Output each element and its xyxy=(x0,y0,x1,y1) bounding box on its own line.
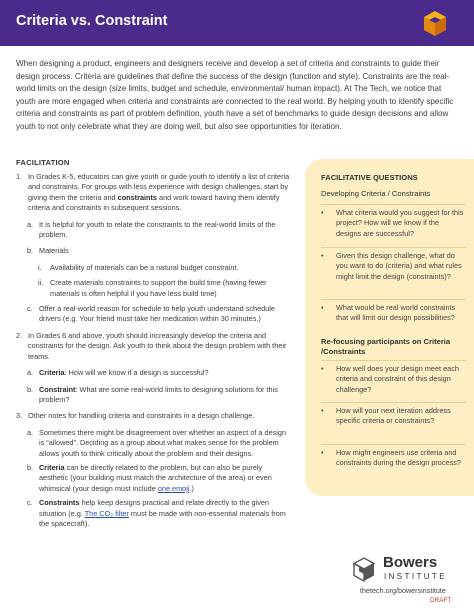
bullet-icon: • xyxy=(321,251,324,260)
facilitation-list xyxy=(16,172,293,529)
list-item: a. Sometimes there might be disagreement over whether an aspect of a design is “allowed”. Deciding as a group about what makes sense for the problem allows youth to think critically about the problem and their designs. xyxy=(27,427,287,458)
bullet-icon: • xyxy=(321,406,324,415)
divider xyxy=(321,402,466,403)
divider xyxy=(321,299,466,300)
one-emoji-link[interactable]: one emoji xyxy=(157,483,190,493)
panel-heading: FACILITATIVE QUESTIONS xyxy=(321,173,418,182)
intro-paragraph: When designing a product, engineers and designers receive and develop a set of criteria and constraints to guide their design process. Criteria are guidelines that define the success of the design (function and style). Constraints are the real-world limits on the design (size limits, budget and schedule, environmental/ human impact). At The Tech, we notice that youth are more engaged when criteria and constraints are connected to the real world. By helping youth to identify specific criteria and constraints as part of problem definition, youth have a set of benchmarks to guide design decisions and allow youth to not only celebrate what they are doing well, but also see opportunities for iteration. xyxy=(16,59,454,131)
list-item: b. Materials xyxy=(27,246,69,256)
list-marker: 1. xyxy=(16,172,23,181)
bullet-icon: • xyxy=(321,303,324,312)
question-item: • How might engineers use criteria and constraints during the design process? xyxy=(321,448,461,468)
question-item: • How will your next iteration address specific criteria or constraints? xyxy=(321,406,451,426)
co2-filter-link[interactable]: The CO₂ filter xyxy=(84,508,129,518)
question-item: • Given this design challenge, what do you want to do (criteria) and what rules might limit the design (constraints)? xyxy=(321,251,462,281)
list-item: c. Offer a real-world reason for schedule to help youth understand schedule drivers (e.g. Your friend must take her medication within 30 minutes.) xyxy=(27,304,275,324)
question-item: • What would be real world constraints that will limit our design possibilities? xyxy=(321,303,456,323)
divider xyxy=(321,204,466,205)
divider xyxy=(321,360,466,361)
draft-label: DRAFT xyxy=(430,597,452,604)
bowers-brand: Bowers xyxy=(383,554,438,571)
list-item: ii. Create materials constraints to support the build time (having fewer materials is often helpful if you have less build time) xyxy=(38,278,267,298)
bullet-icon: • xyxy=(321,448,324,457)
divider xyxy=(321,444,466,445)
list-item: c. Constraints help keep designs practical and relate directly to the given situation (e.g. The CO₂ filter must be made with non-essential materials from the spacecraft). xyxy=(27,498,286,528)
list-item: a. It is helpful for youth to relate the constraints to the real-world limits of the problem. xyxy=(27,219,276,240)
stacked-cube-logo-icon xyxy=(420,9,450,39)
bullet-icon: • xyxy=(321,364,324,373)
list-item: 1. In Grades K-5, educators can give youth or guide youth to identify a list of criteria and constraints. For groups with less experience with design challenges, start by giving them the criteria and constraints and work toward having them identify criteria and constraints in subsequent sessions. xyxy=(16,172,290,213)
institute-label: INSTITUTE xyxy=(384,572,447,581)
page-header xyxy=(0,0,474,46)
list-item: a. Criteria: How will we know if a design is successful? xyxy=(27,368,209,378)
list-item: i. Availability of materials can be a natural budget constraint. xyxy=(38,262,239,272)
question-item: • How well does your design meet each criteria and constraint of this design challenge? xyxy=(321,364,459,394)
panel-section-title: Re-focusing participants on Criteria /Constraints xyxy=(321,337,451,356)
list-item: b. Constraint: What are some real-world limits to designing solutions for this problem? xyxy=(27,384,278,404)
page-title: Criteria vs. Constraint xyxy=(16,13,168,29)
question-item: • What criteria would you suggest for this project? How will we know if the designs are successful? xyxy=(321,208,464,238)
bowers-cube-logo-icon xyxy=(350,556,378,584)
facilitative-questions-panel xyxy=(305,159,474,496)
list-item: 2. In Grades 6 and above, youth should increasingly develop the criteria and constraints for the design. Ask youth to think about the design problem with their teams. xyxy=(16,330,287,361)
list-item: 3. Other notes for handling criteria and constraints in a design challenge. xyxy=(16,411,255,421)
facilitation-heading: FACILITATION xyxy=(16,158,70,167)
panel-section-title: Developing Criteria / Constraints xyxy=(321,189,431,198)
list-item: b. Criteria can be directly related to the problem, but can also be purely aesthetic (your building must match the architecture of the area) or even whimsical (your design must include one emoji.) xyxy=(27,462,272,493)
bullet-icon: • xyxy=(321,208,324,217)
divider xyxy=(321,247,466,248)
footer-url: thetech.org/bowersinstitute xyxy=(360,586,446,595)
